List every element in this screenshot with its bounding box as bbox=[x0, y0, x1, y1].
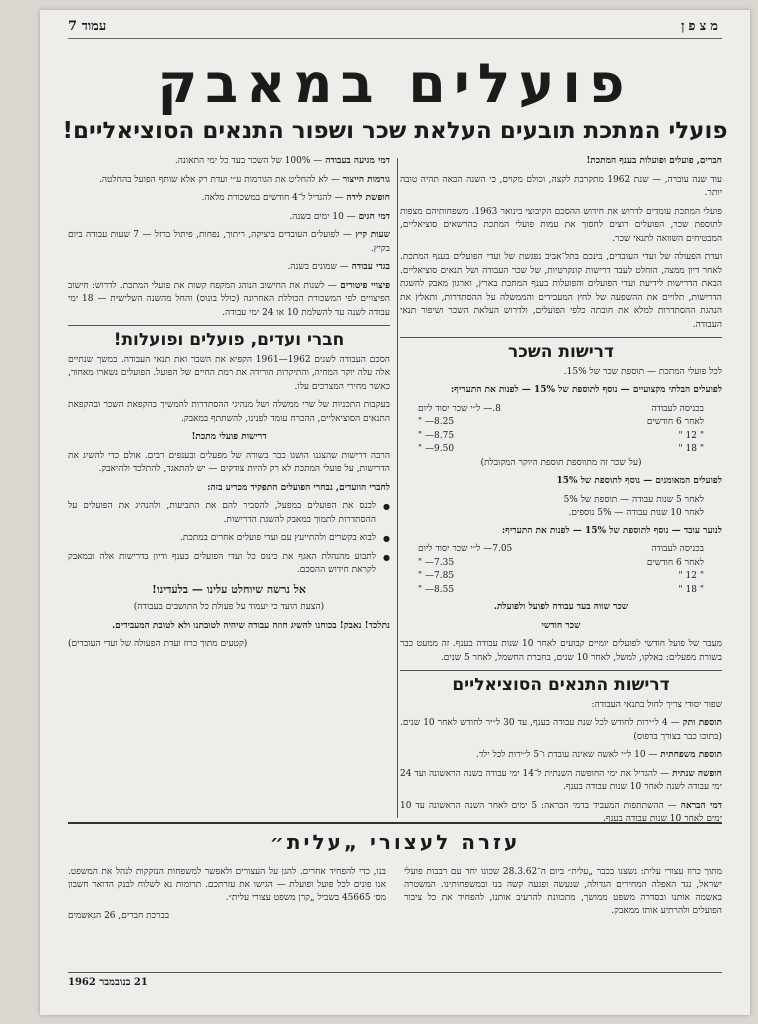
monthly-text: מעבר של פועל חודשי לפועלים יומיים קבועים לאחר 10 שנות עבודה בענף. זה ממעט כבר בשורת מפעלים: באלקו, למשל, לאחר 10 שנים, בחברת החשמל, לאחר 5 שנים. bbox=[400, 639, 723, 663]
wage-demands-title: דרישות השכר bbox=[508, 342, 614, 362]
divider bbox=[68, 325, 390, 326]
call-to-committees: לחברי הוועדים, נבחרי הפועלים התפקיד מכריע בזה: bbox=[207, 482, 390, 493]
appeal-paragraph: בעקבות התכניות של שרי ממשלה ושל מנהיגי ההסתדרות להמשיך בהקפאת השכר ובהקפאת התנאים הסוציאליים, ההכרח עומד לפנינו, להשתתף במאבק. bbox=[68, 400, 390, 424]
social-intro: שפור יסודי צריך לחול בתנאי העבודה: bbox=[591, 699, 722, 710]
social-demands-title: דרישות התנאים הסוציאליים bbox=[452, 675, 670, 695]
monthly-title: שכר חודשי bbox=[541, 620, 581, 631]
aid-title: עזרה לעצורי „עלית״ bbox=[269, 830, 521, 854]
right-column bbox=[400, 155, 723, 824]
left-column bbox=[68, 155, 390, 835]
table-row: " 18 " 9.50— " bbox=[418, 444, 704, 454]
skilled-title: לפועלים המאומנים — נוסף לתוספת של 15% bbox=[556, 476, 722, 486]
list-item: לאחר 10 שנות עבודה — 5% נוספים. bbox=[568, 508, 704, 518]
intro-paragraph: ועדת הפעולה של ועדי העובדים, בינכם בתל־אביב נפגשת של ועדי הפועלים בענף המתכת. לאחר דיון ממצה, הוחלט לעבד דרישות קונקרטיות, של שכר העבודה ושל תנאים סוציאליים. הבאת הדרישות לידיעת ועדי הפועלים והפועלות בענף המתכת בארץ, וארגון מאבק להשגת הדרישות, תלויים את ההשפעה של לחץ המעבידים והממשלה על ההסתדרות, ותאלץ את הנהגת ההסתדרות למלא את חובתה כלפי הפועלים, ולדרוש העלאת השכר ושיפור תנאי העבודה. bbox=[400, 252, 722, 330]
intro-paragraph: עוד שנה עוברה, — שנת 1962 מתקרבת לקצה, וכולם מקוים, כי השנה הבאה תהיה טובה יותר. bbox=[400, 174, 723, 198]
table-row: " 12 " 8.75— " bbox=[418, 430, 704, 441]
equal-pay: שכר שווה בעד עבודה לפועל ולפועלת. bbox=[493, 602, 629, 612]
appeal-heading: דרישות פועלי מתכת! bbox=[191, 432, 267, 442]
social-item: דמי חגים — 10 ימים בשנה. bbox=[289, 211, 390, 222]
subheadline: פועלי המתכת תובעים העלאת שכר ושפור התנאים הסוציאליים! bbox=[62, 118, 728, 144]
social-item: דמי מגיעה בעבודה — 100% של השכר בעד כל ימי התאונה. bbox=[174, 156, 390, 166]
aid-section bbox=[68, 822, 722, 974]
running-head bbox=[68, 16, 722, 39]
table-row: בכניסה לעבודה 8.— ל״י שכר יסוד ליום bbox=[418, 403, 704, 414]
metal-all-raise: לכל פועלי המתכת — תוספת שכר של 15%. bbox=[563, 366, 722, 377]
list-item: לאחר 5 שנות עבודה — תוספת של 5% bbox=[563, 494, 704, 505]
divider bbox=[400, 670, 722, 671]
publication-name: מצפן bbox=[681, 19, 722, 34]
social-item: דמי הבראה — ההשתתפות המעביד בדמי הבראה: 5 ימים לאחר השנה הראשונה עד 10 ימים לאחר 10 שנות עבודה בענף. bbox=[400, 800, 722, 824]
aid-left-text: בנו, כדי להפחיד אחרים. להגן על העצורים ולאפשר למשפחות הנזקקות לנהל את המשפט. אנו פונים לכל פועל ופועלת — הגישו את עזרתכם. תרומות נא לשלוח לבנק הדואר חשבון מס׳ 45665 בשביל „קרן משפט עצורי עלית״. בברכת חברים, 26 הנאשמים bbox=[68, 867, 386, 921]
bullet-item: ● לבוא בקשרים ולהתייעץ עם ועדי פועלים אחרים במתכת. bbox=[68, 532, 390, 546]
youth-title: לנוער עובד — נוסף לתוספת של 15% — לפנות את התעריף: bbox=[501, 525, 722, 536]
unskilled-table bbox=[400, 403, 722, 457]
social-item: חופשת לידה — להגדיל ל־4 חודשים במשכורת מלאה. bbox=[201, 193, 390, 203]
social-item: תוספת ותק — 4 ל״ירות לחודש לכל שנת עבודה בענף, עד 30 ל״יר לחודש לאחר 10 שנים. (בתוכו כבר בצורך בדפוס) bbox=[400, 718, 722, 742]
unskilled-note: (על שכר זה מתווספת תוספת היוקר המקובלת) bbox=[480, 457, 642, 468]
appeal-title: חברי ועדים, פועלים ופועלות! bbox=[113, 330, 345, 350]
social-item: גורמות הייצור — לא להחליט את הגורמות ע״י ועדת רק אלא שותף הפועל בהחלטה. bbox=[98, 174, 390, 185]
intro-paragraph: פועלי המתכת עומדים לדרוש את חידוש ההסכם הקיבוצי בינואר 1963. משפחותיהם מצפות לתוספת שכר, הפועלים רוצים לחסוך את עמות פועלי המתכת בהרשאים סוציאליים, המבטיחים השוואה לתנאי שכר. bbox=[400, 206, 722, 244]
divider bbox=[400, 337, 722, 338]
newspaper-page bbox=[40, 10, 750, 1015]
table-row: בכניסה לעבודה 7.05— ל״י שכר יסוד ליום bbox=[418, 544, 704, 554]
page-number: עמוד 7 bbox=[68, 19, 107, 34]
table-row: לאחר 6 חודשים 7.35— " bbox=[418, 557, 704, 568]
table-row: " 18 " 8.55— " bbox=[418, 584, 704, 595]
final-call: נתלכד! נאבק! בכוחנו להשיג חוזה עבודה שיהיה לטובתנו ולא לטובת המעבידים. bbox=[112, 620, 390, 631]
aid-right-text: מתוך כרוז עצורי עלית: נשצנו בכבר „עלית״ ביום ה־28.3.62 שכונו יחד עם רבבות פועלי ישראל, נגד האפלה המחירים הגדולה, שנעשה ופגעה קשה בנו ובמשפחותינו. המשטרה באשמה אותנו ובסדרה משפט ממושך, מתכוונת להרעיב אותנו, להפחיד את כל ציבור הפועלים ולהרתיע אותו ממאבק. bbox=[404, 867, 722, 916]
unskilled-title: לפועלים הבלתי מקצועיים — נוסף לתוספת של 15% — לפנות את התעריף: bbox=[450, 385, 722, 395]
slogan-note: (הצעת הועד כי יעמוד על פעולת כל התושבים בעבודה) bbox=[133, 602, 325, 612]
footer bbox=[68, 972, 722, 989]
column-divider bbox=[397, 158, 398, 818]
social-item: שעות קיץ — לפועלים העובדים ביציקה, ריתוך, נפחות, פיתול ברזל — 7 שעות עבודה ביום בקיץ. bbox=[68, 230, 390, 254]
issue-date: 21 בנובמבר 1962 bbox=[68, 977, 148, 988]
social-item: חופשה שנתית — להגדיל את ימי החופשה השנתית ל־14 ימי עבודה בשנה הראשונה ועד 24 ימי עבודה לשנה לאחר 10 שנות עבודה בענף. bbox=[400, 768, 723, 792]
bullet-item: ● לכנס את הפועלים במפעל, להסביר להם את התביעות, ולהנהיג את הפועלים על ההסתדרות לתמוך במאבק להשגת הדרישות. bbox=[68, 500, 390, 527]
aid-signature: בברכת חברים, 26 הנאשמים bbox=[68, 911, 170, 921]
appeal-paragraph: הרבה דרישות שהצגנו הושגו כבר בשורה של מפעלים ובענפים רבים. אולם כדי להשיג את הדרישות, על פועלי המתכת לא רק להיות צודקים — יש להתאגד, להתלכד ולהיאבק. bbox=[68, 450, 390, 474]
social-item: בגדי עבודה — שמונים בשנה. bbox=[287, 262, 390, 272]
appeal-paragraph: הסכם העבודה לשנים 1962—1961 הקפיא את השכר ואת תנאי העבודה. במשך שנתיים אלה עלה יוקר המחיה, והתיקרות הורידה את רמת החיים של הפועל. הפועלים נשארו מאחור, כאשר מחירי המצרכים עלו. bbox=[68, 354, 390, 392]
slogan: אל נרשה שיוחלט עלינו — בלעדינו! bbox=[152, 582, 306, 596]
bullet-item: ● לתבוע מהנהלת האגף את כינוס כל ועדי הפועלים בענף ודיון בדרישות אלה ובמאבק לקראת חידוש ההסכם. bbox=[68, 551, 390, 578]
social-item: פיצויי פיטורים — לשנות את החישוב הנוהג המקפח קשות את פועלי המתכת. לדרוש: חישוב הפיצויים לפי המשכורת הכוללת האחרונה (כולל בונוס) והחל מהשנה השלישית — 18 ימי עבודה לשנה עד להשלמת 10 או 24 ימי עבודה. bbox=[68, 280, 390, 318]
headline: פועלים במאבק bbox=[157, 52, 633, 115]
table-row: " 12 " 7.85— " bbox=[418, 571, 704, 581]
greeting: חברים, פועלים ופועלות בענף המתכת! bbox=[586, 156, 722, 166]
social-item: תוספת משפחתית — 10 ל״י לאשה שאינה עובדת ו־5 ל״ירות לכל ילד. bbox=[475, 750, 722, 760]
youth-table bbox=[400, 543, 722, 597]
table-row: לאחר 6 חודשים 8.25— " bbox=[418, 417, 704, 427]
signature: (קטעים מתוך כרוז ועדת הפעולה של ועדי העובדים) bbox=[68, 639, 248, 649]
